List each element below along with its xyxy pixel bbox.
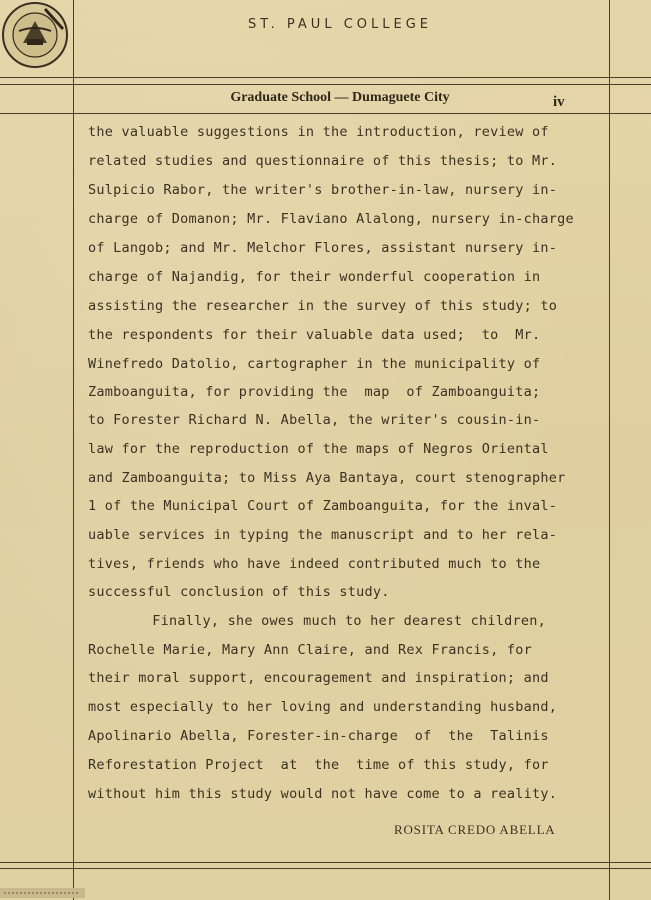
text-line: Reforestation Project at the time of this study, for — [88, 757, 549, 773]
college-name: ST. PAUL COLLEGE — [247, 17, 432, 32]
text-line: Rochelle Marie, Mary Ann Claire, and Rex Francis, for — [88, 642, 533, 658]
text-line: most especially to her loving and understanding husband, — [88, 699, 558, 715]
text-line: of Langob; and Mr. Melchor Flores, assistant nursery in- — [88, 240, 558, 256]
text-line: Apolinario Abella, Forester-in-charge of the Talinis — [88, 728, 549, 744]
scan-stamp-icon — [0, 886, 85, 900]
text-line: tives, friends who have indeed contributed much to the — [88, 556, 541, 572]
left-margin-rule — [73, 0, 74, 900]
right-margin-rule — [609, 0, 610, 900]
page-number: iv — [553, 94, 565, 110]
text-line: assisting the researcher in the survey of this study; to — [88, 298, 558, 314]
footer-rule-bottom — [0, 868, 651, 869]
header-rule-bottom — [0, 113, 651, 114]
header-rule-top — [0, 77, 651, 78]
text-line: law for the reproduction of the maps of Negros Oriental — [88, 441, 549, 457]
text-line: their moral support, encouragement and inspiration; and — [88, 670, 549, 686]
footer-rule-top — [0, 862, 651, 863]
text-line: 1 of the Municipal Court of Zamboanguita, for the inval- — [88, 498, 558, 514]
text-line: Finally, she owes much to her dearest children, — [102, 613, 547, 629]
author-signature: ROSITA CREDO ABELLA — [394, 822, 556, 837]
text-line: Winefredo Datolio, cartographer in the municipality of — [88, 356, 541, 372]
text-line: the valuable suggestions in the introduction, review of — [88, 124, 549, 140]
text-line: charge of Domanon; Mr. Flaviano Alalong, nursery in-charge — [88, 211, 574, 227]
text-line: to Forester Richard N. Abella, the writer's cousin-in- — [88, 412, 541, 428]
text-line: Sulpicio Rabor, the writer's brother-in-law, nursery in- — [88, 182, 558, 198]
text-line: uable services in typing the manuscript and to her rela- — [88, 527, 558, 543]
header-rule-second — [0, 84, 651, 85]
college-seal-icon — [1, 1, 69, 69]
text-line: and Zamboanguita; to Miss Aya Bantaya, court stenographer — [88, 470, 566, 486]
text-line: without him this study would not have come to a reality. — [88, 786, 558, 802]
text-line: related studies and questionnaire of this thesis; to Mr. — [88, 153, 558, 169]
text-line: Zamboanguita, for providing the map of Zamboanguita; — [88, 384, 541, 400]
school-location-line: Graduate School — Dumaguete City — [230, 90, 450, 105]
text-line: successful conclusion of this study. — [88, 584, 390, 600]
text-line: the respondents for their valuable data used; to Mr. — [88, 327, 541, 343]
text-line: charge of Najandig, for their wonderful cooperation in — [88, 269, 541, 285]
